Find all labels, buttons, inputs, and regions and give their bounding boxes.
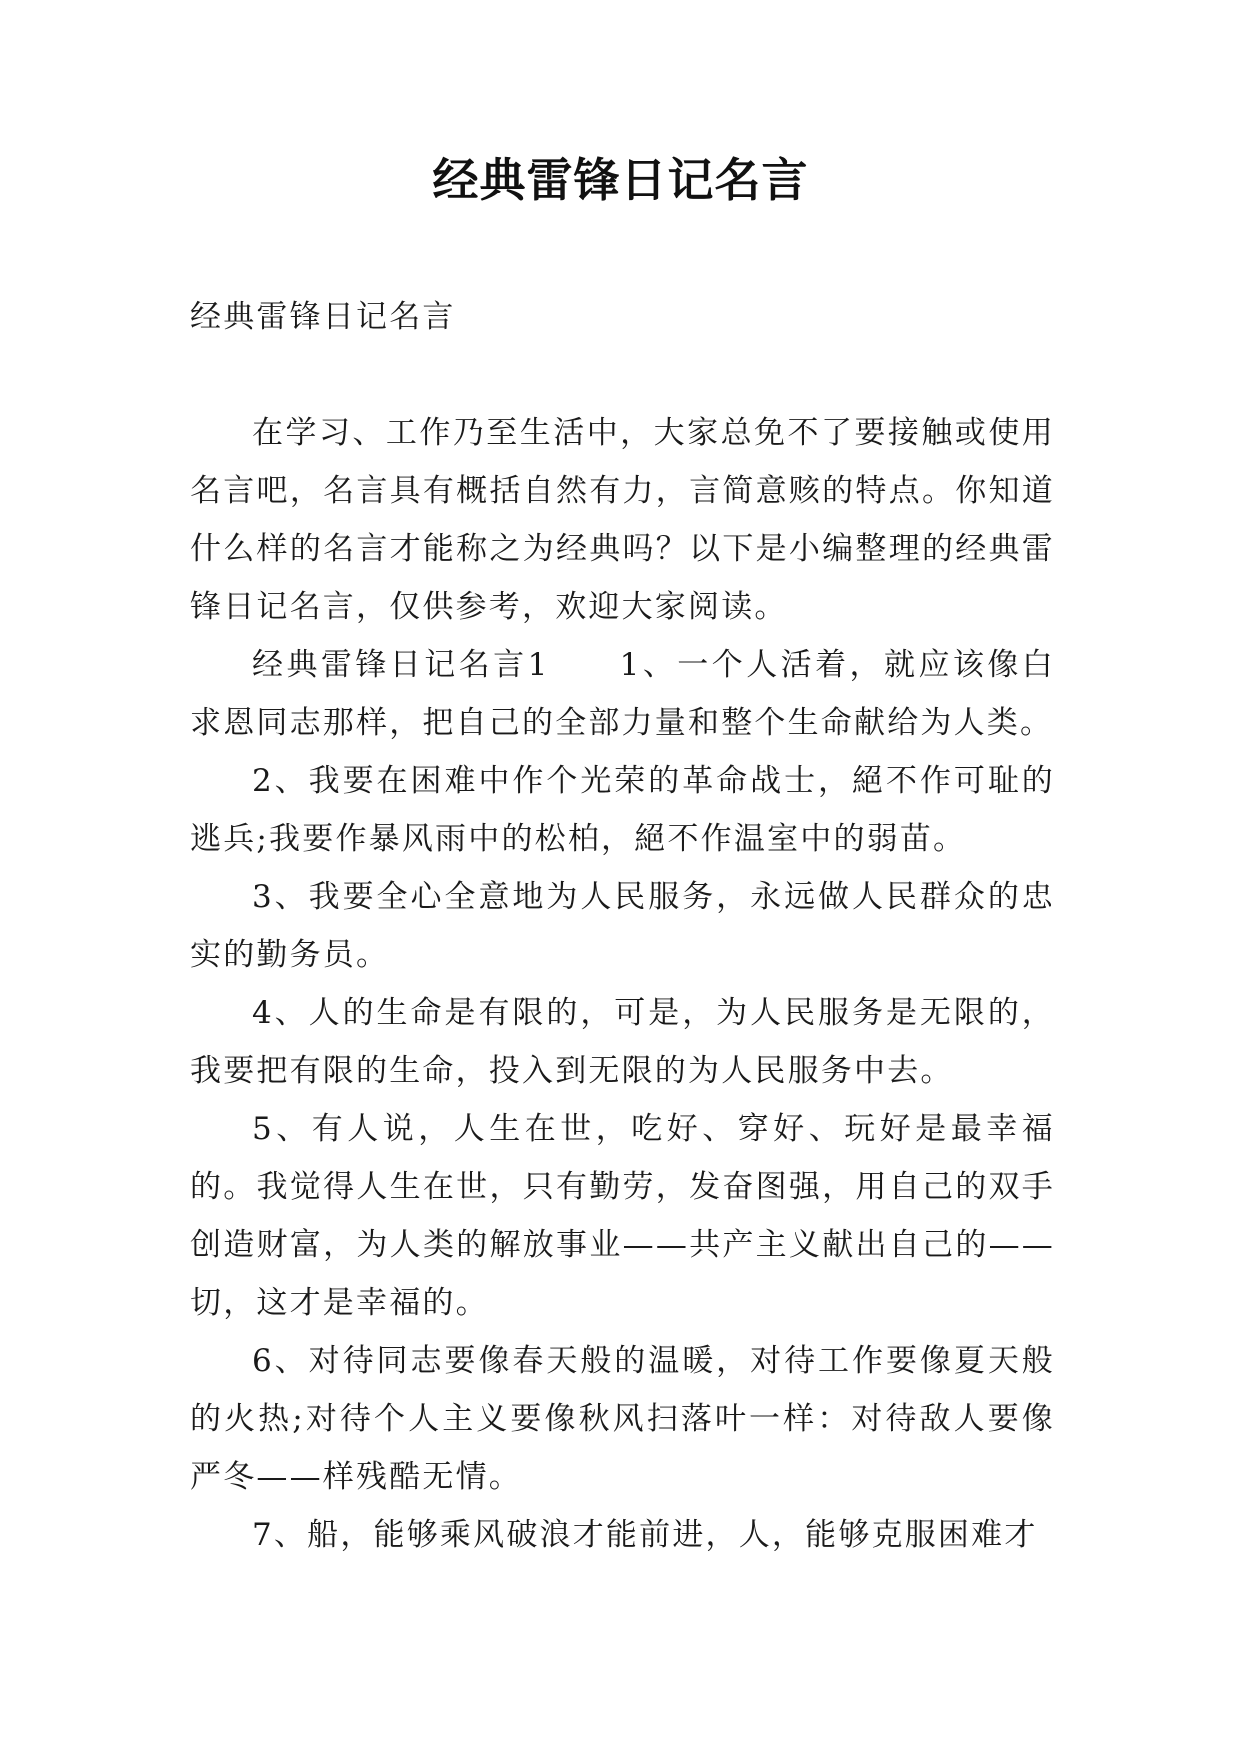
paragraph-quote-7: 7、船，能够乘风破浪才能前进，人，能够克服困难才 <box>252 1517 1038 1553</box>
paragraph-quote-5: 5、有人说，人生在世，吃好、穿好、玩好是最幸福的。我觉得人生在世，只有勤劳，发奋图强，用自己的双手创造财富，为人类的解放事业——共产主义献出自己的——切，这才是幸福的。 <box>190 1111 1055 1321</box>
document-subtitle: 经典雷锋日记名言 <box>190 299 456 335</box>
paragraph-quote-3: 3、我要全心全意地为人民服务，永远做人民群众的忠实的勤务员。 <box>190 879 1055 973</box>
blank-line <box>190 346 1055 404</box>
paragraph-quote-4: 4、人的生命是有限的，可是，为人民服务是无限的，我要把有限的生命，投入到无限的为人民服务中去。 <box>190 995 1055 1089</box>
document-title: 经典雷锋日记名言 <box>432 153 809 207</box>
paragraph-quote-2: 2、我要在困难中作个光荣的革命战士，絕不作可耻的逃兵;我要作暴风雨中的松柏，絕不作温室中的弱苗。 <box>190 763 1055 857</box>
paragraph-quote-6: 6、对待同志要像春天般的温暖，对待工作要像夏天般的火热;对待个人主义要像秋风扫落叶一样：对待敌人要像严冬——样残酷无情。 <box>190 1343 1055 1495</box>
document-body <box>190 288 1055 1564</box>
paragraph-intro: 在学习、工作乃至生活中，大家总免不了要接触或使用名言吧，名言具有概括自然有力，言简意赅的特点。你知道什么样的名言才能称之为经典吗？以下是小编整理的经典雷锋日记名言，仅供参考，欢迎大家阅读。 <box>190 415 1055 625</box>
paragraph-quote-1: 经典雷锋日记名言1 1、一个人活着，就应该像白求恩同志那样，把自己的全部力量和整个生命献给为人类。 <box>190 647 1055 741</box>
